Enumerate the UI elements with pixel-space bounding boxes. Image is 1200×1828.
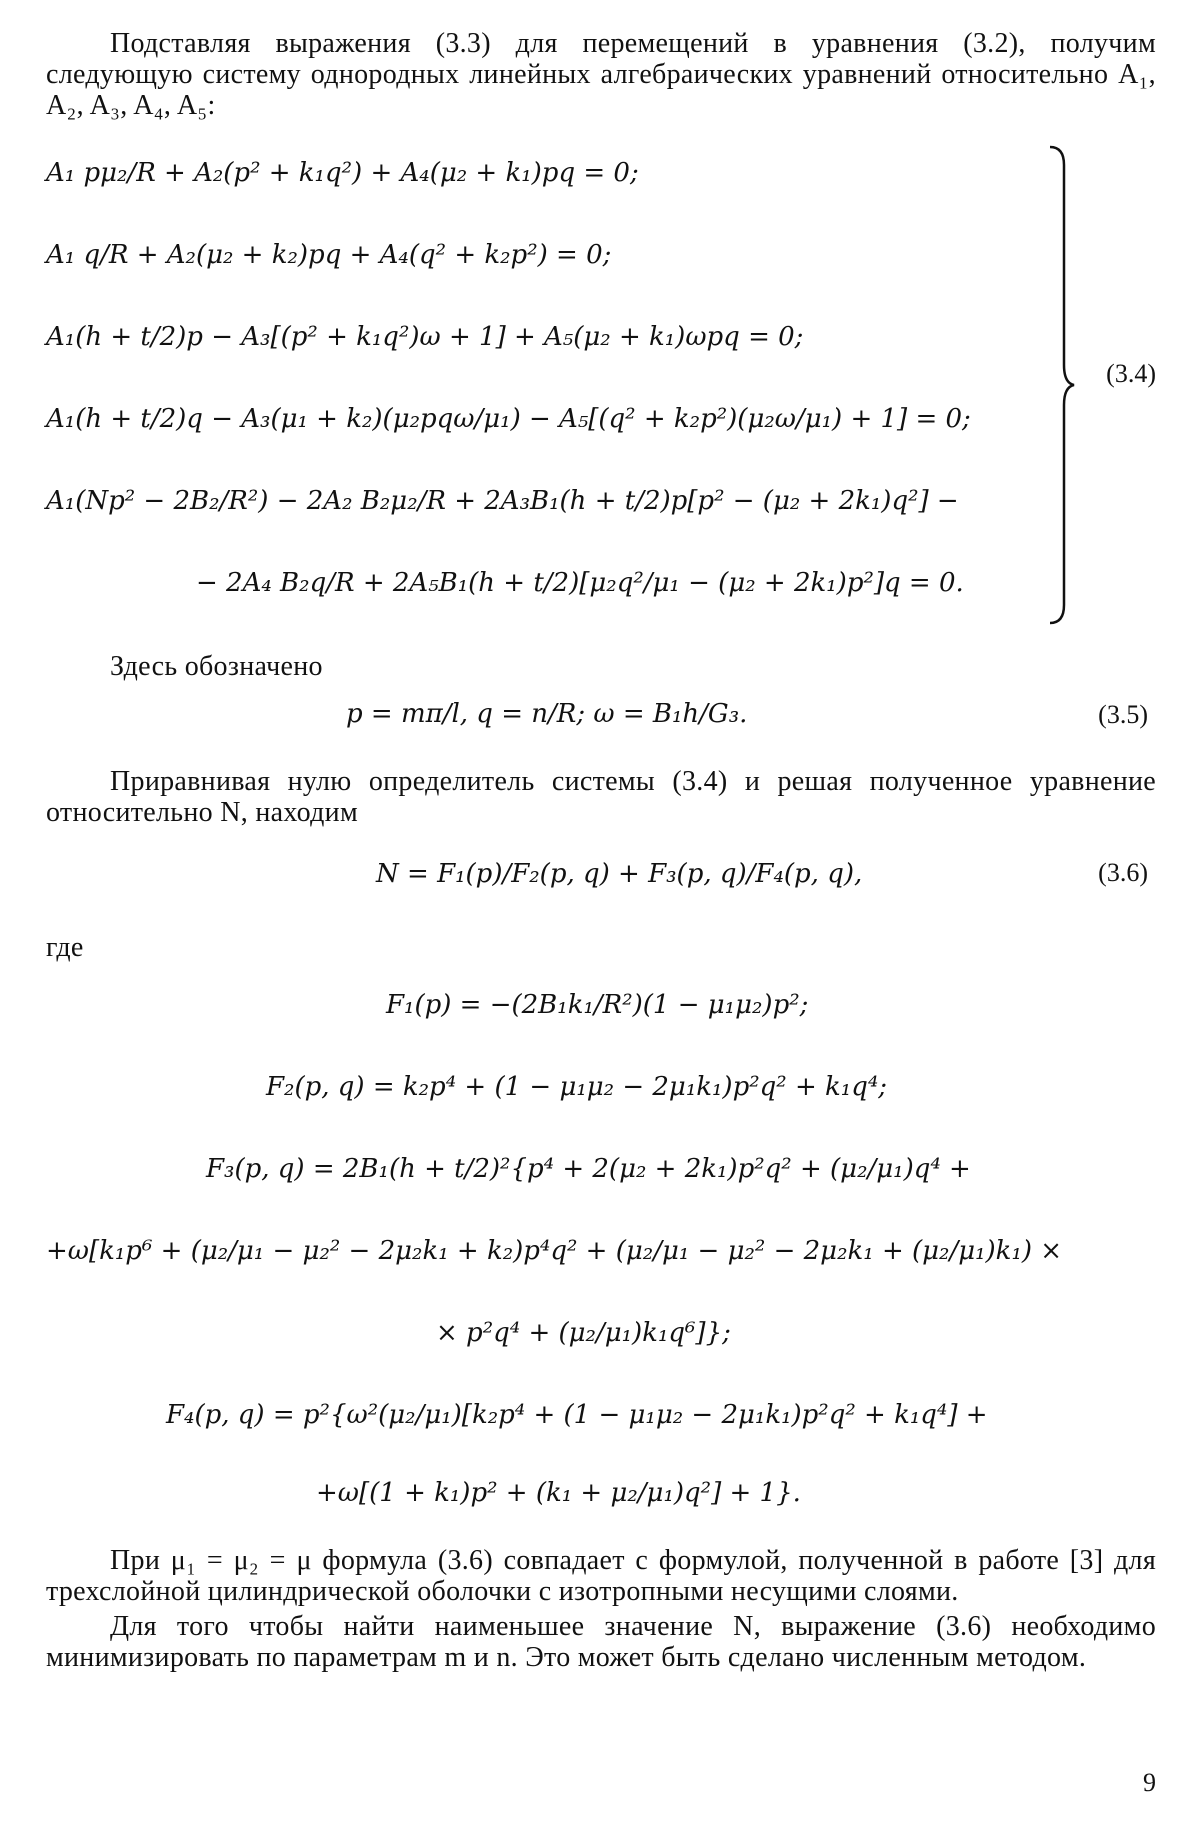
definition-F3-line-2: +ω[k₁p⁶ + (μ₂/μ₁ − μ₂² − 2μ₂k₁ + k₂)p⁴q² + (μ₂/μ₁ − μ₂² − 2μ₂k₁ + (μ₂/μ₁)k₁) × <box>46 1236 1063 1266</box>
equation-3-4-line-5a: A₁(Np² − 2B₂/R²) − 2A₂ B₂μ₂/R + 2A₃B₁(h + t/2)p[p² − (μ₂ + 2k₁)q²] − <box>46 486 959 516</box>
equation-label-3-5: (3.5) <box>1098 700 1148 729</box>
paragraph-determinant: Приравнивая нулю определитель системы (3.4) и решая полученное уравнение относительно N, находим <box>46 766 1156 828</box>
equation-3-6 <box>46 834 1156 914</box>
equation-3-4-line-5b: − 2A₄ B₂q/R + 2A₅B₁(h + t/2)[μ₂q²/μ₁ − (μ₂ + 2k₁)p²]q = 0. <box>196 568 964 598</box>
definition-F1: F₁(p) = −(2B₁k₁/R²)(1 − μ₁μ₂)p²; <box>386 990 809 1020</box>
definition-F2: F₂(p, q) = k₂p⁴ + (1 − μ₁μ₂ − 2μ₁k₁)p²q² + k₁q⁴; <box>266 1072 888 1102</box>
paragraph-intro: Подставляя выражения (3.3) для перемещений в уравнения (3.2), получим следующую систему однородных линейных алгебраических уравнений относительно A₁, A₂, A₃, A₄, A₅: <box>46 28 1156 121</box>
equation-3-4-line-2: A₁ q/R + A₂(μ₂ + k₂)pq + A₄(q² + k₂p²) = 0; <box>46 240 612 270</box>
paragraph-minimize: Для того чтобы найти наименьшее значение N, выражение (3.6) необходимо минимизировать по параметрам m и n. Это может быть сделано численным методом. <box>46 1611 1156 1673</box>
equation-label-3-4: (3.4) <box>1106 359 1156 388</box>
right-brace <box>1046 145 1076 625</box>
paragraph-isotropic: При μ₁ = μ₂ = μ формула (3.6) совпадает с формулой, полученной в работе [3] для трехслойной цилиндрической оболочки с изотропными несущими слоями. <box>46 1545 1156 1607</box>
definition-F3-line-3: × p²q⁴ + (μ₂/μ₁)k₁q⁶]}; <box>436 1318 731 1348</box>
equation-3-5 <box>46 682 1156 746</box>
page-number: 9 <box>1143 1768 1156 1797</box>
definition-F3-line-1: F₃(p, q) = 2B₁(h + t/2)²{p⁴ + 2(μ₂ + 2k₁)p²q² + (μ₂/μ₁)q⁴ + <box>206 1154 971 1184</box>
definition-F4-line-2: +ω[(1 + k₁)p² + (k₁ + μ₂/μ₁)q²] + 1}. <box>316 1478 801 1508</box>
equation-3-5-body: p = mπ/l, q = n/R; ω = B₁h/G₃. <box>346 699 748 729</box>
word-where: где <box>46 932 84 963</box>
equation-label-3-6: (3.6) <box>1098 858 1148 887</box>
equation-3-4-line-1: A₁ pμ₂/R + A₂(p² + k₁q²) + A₄(μ₂ + k₁)pq = 0; <box>46 158 639 188</box>
equation-3-4-line-4: A₁(h + t/2)q − A₃(μ₁ + k₂)(μ₂pqω/μ₁) − A₅[(q² + k₂p²)(μ₂ω/μ₁) + 1] = 0; <box>46 404 971 434</box>
equation-3-6-body: N = F₁(p)/F₂(p, q) + F₃(p, q)/F₄(p, q), <box>376 859 863 889</box>
definition-F4-line-1: F₄(p, q) = p²{ω²(μ₂/μ₁)[k₂p⁴ + (1 − μ₁μ₂ − 2μ₁k₁)p²q² + k₁q⁴] + <box>166 1400 988 1430</box>
equation-3-4-line-3: A₁(h + t/2)p − A₃[(p² + k₁q²)ω + 1] + A₅(μ₂ + k₁)ωpq = 0; <box>46 322 804 352</box>
definitions-block <box>46 967 1156 1527</box>
equation-system-3-4 <box>46 135 1156 635</box>
paragraph-designations: Здесь обозначено <box>110 651 323 682</box>
